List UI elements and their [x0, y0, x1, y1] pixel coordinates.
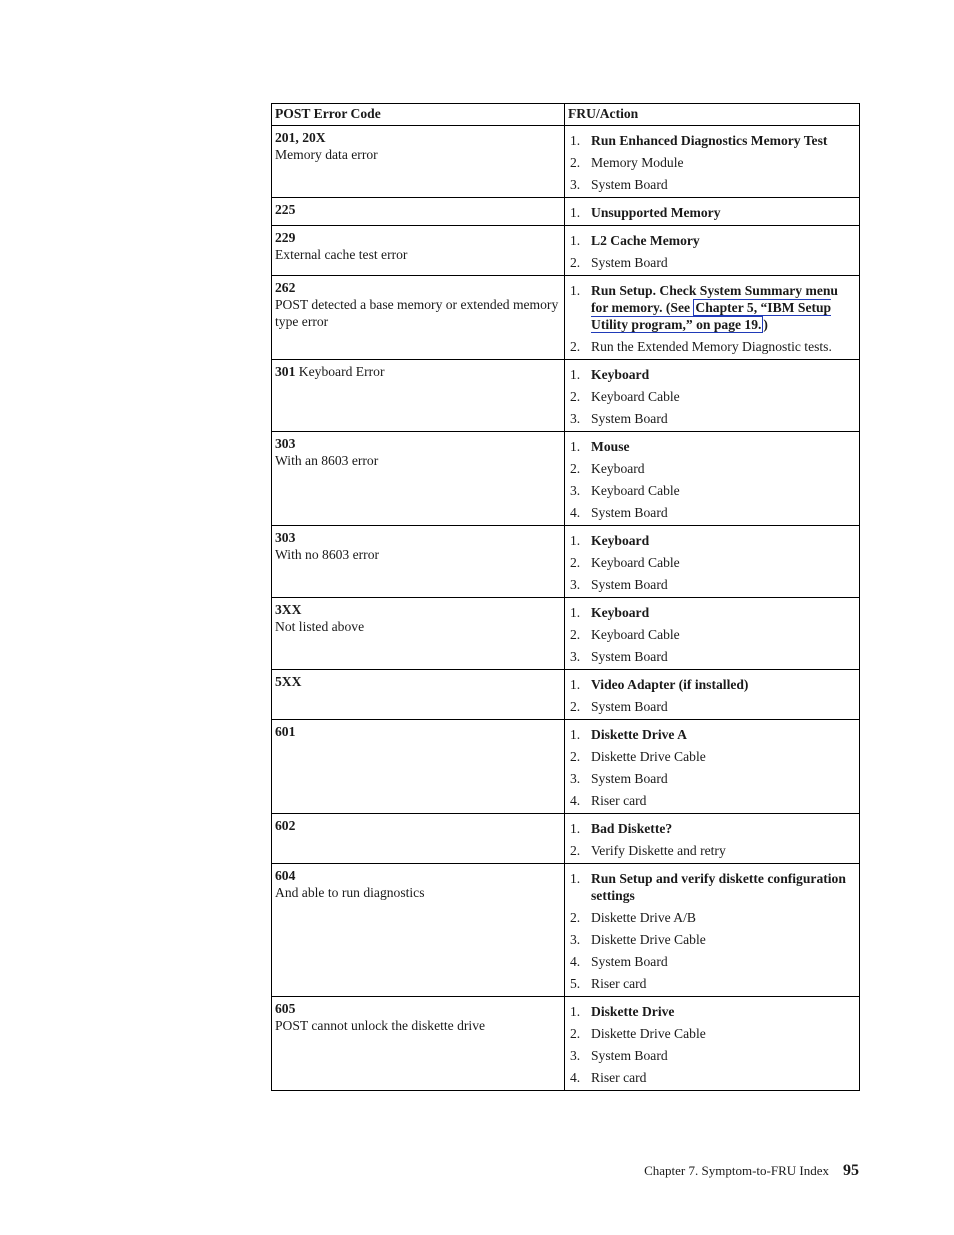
error-code-cell: [272, 432, 565, 526]
column-header-code: POST Error Code: [272, 104, 565, 126]
action-text: System Board: [591, 505, 668, 520]
action-list: [568, 366, 856, 427]
error-code: 3XX: [275, 602, 302, 617]
action-item: [568, 1069, 856, 1086]
action-text: System Board: [591, 649, 668, 664]
action-text: Diskette Drive: [591, 1004, 675, 1019]
table-row: [272, 997, 860, 1091]
action-text: Keyboard Cable: [591, 483, 680, 498]
action-text: Keyboard: [591, 533, 650, 548]
action-text: Keyboard Cable: [591, 627, 680, 642]
error-description: POST cannot unlock the diskette drive: [275, 1018, 486, 1033]
action-text: System Board: [591, 699, 668, 714]
action-number: 1.: [570, 1004, 581, 1019]
action-list: [568, 282, 856, 355]
action-list: [568, 232, 856, 271]
action-item: [568, 366, 856, 383]
action-item: [568, 338, 856, 355]
action-number: 1.: [570, 677, 581, 692]
action-number: 2.: [570, 155, 581, 170]
action-number: 2.: [570, 627, 581, 642]
action-number: 5.: [570, 976, 581, 991]
action-number: 2.: [570, 389, 581, 404]
action-item: [568, 676, 856, 693]
action-item: [568, 232, 856, 249]
error-code: 303: [275, 530, 296, 545]
fru-action-cell: [565, 720, 860, 814]
error-code-cell: [272, 276, 565, 360]
action-number: 3.: [570, 771, 581, 786]
action-item: [568, 931, 856, 948]
table-row: [272, 598, 860, 670]
cross-reference-link[interactable]: Chapter 5, “IBM Setup Utility program,” on page 19.: [591, 300, 832, 332]
action-item: [568, 438, 856, 455]
action-item: [568, 953, 856, 970]
error-code-cell: [272, 598, 565, 670]
error-description: POST detected a base memory or extended memory type error: [275, 297, 559, 329]
action-item: [568, 460, 856, 477]
error-code: 604: [275, 868, 296, 883]
error-code: 5XX: [275, 674, 302, 689]
action-text: System Board: [591, 411, 668, 426]
action-list: [568, 726, 856, 809]
action-item: [568, 820, 856, 837]
table-row: [272, 198, 860, 226]
action-list: [568, 870, 856, 992]
action-number: 3.: [570, 932, 581, 947]
action-text: Bad Diskette?: [591, 821, 673, 836]
column-header-action: FRU/Action: [565, 104, 860, 126]
fru-action-cell: [565, 814, 860, 864]
table-body: [272, 126, 860, 1091]
action-text: Diskette Drive Cable: [591, 1026, 706, 1041]
error-code-cell: [272, 814, 565, 864]
action-item: [568, 204, 856, 221]
action-number: 1.: [570, 205, 581, 220]
action-item: [568, 482, 856, 499]
action-number: 4.: [570, 793, 581, 808]
action-number: 2.: [570, 910, 581, 925]
action-number: 3.: [570, 1048, 581, 1063]
error-code-cell: [272, 864, 565, 997]
error-code-cell: [272, 670, 565, 720]
error-description: External cache test error: [275, 247, 408, 262]
fru-action-cell: [565, 997, 860, 1091]
action-item: [568, 770, 856, 787]
fru-action-cell: [565, 670, 860, 720]
action-item: [568, 626, 856, 643]
action-text: Mouse: [591, 439, 630, 454]
action-number: 1.: [570, 283, 581, 298]
action-item: [568, 648, 856, 665]
action-text: System Board: [591, 577, 668, 592]
error-code-cell: [272, 360, 565, 432]
action-number: 4.: [570, 954, 581, 969]
error-code: 201, 20X: [275, 130, 326, 145]
action-list: [568, 204, 856, 221]
action-text: Keyboard Cable: [591, 389, 680, 404]
table-row: [272, 360, 860, 432]
error-code-cell: [272, 226, 565, 276]
error-description: Keyboard Error: [298, 364, 385, 379]
action-item: [568, 870, 856, 904]
action-number: 1.: [570, 367, 581, 382]
action-number: 1.: [570, 533, 581, 548]
action-item: [568, 748, 856, 765]
action-text: Keyboard: [591, 367, 650, 382]
fru-action-cell: [565, 526, 860, 598]
fru-action-cell: [565, 126, 860, 198]
action-number: 1.: [570, 821, 581, 836]
action-list: [568, 532, 856, 593]
action-number: 3.: [570, 411, 581, 426]
action-text: Riser card: [591, 976, 647, 991]
table-row: [272, 814, 860, 864]
action-text: Verify Diskette and retry: [591, 843, 726, 858]
action-number: 3.: [570, 483, 581, 498]
fru-action-cell: [565, 864, 860, 997]
action-number: 4.: [570, 505, 581, 520]
error-code: 303: [275, 436, 296, 451]
action-number: 2.: [570, 461, 581, 476]
fru-action-cell: [565, 360, 860, 432]
action-number: 1.: [570, 605, 581, 620]
action-number: 2.: [570, 1026, 581, 1041]
action-number: 1.: [570, 233, 581, 248]
action-item: [568, 909, 856, 926]
action-number: 3.: [570, 649, 581, 664]
action-text: Run Enhanced Diagnostics Memory Test: [591, 133, 828, 148]
action-number: 1.: [570, 727, 581, 742]
action-item: [568, 176, 856, 193]
error-code: 602: [275, 818, 296, 833]
action-item: [568, 254, 856, 271]
action-list: [568, 132, 856, 193]
action-item: [568, 842, 856, 859]
action-text: Diskette Drive A/B: [591, 910, 696, 925]
action-item: [568, 1025, 856, 1042]
action-item: [568, 726, 856, 743]
error-code-cell: [272, 720, 565, 814]
error-description: With no 8603 error: [275, 547, 380, 562]
fru-action-cell: [565, 226, 860, 276]
action-text: Unsupported Memory: [591, 205, 721, 220]
action-text: Run the Extended Memory Diagnostic tests.: [591, 339, 832, 354]
action-item: [568, 604, 856, 621]
action-text: System Board: [591, 1048, 668, 1063]
action-item: [568, 154, 856, 171]
error-code: 301: [275, 364, 296, 379]
error-code: 601: [275, 724, 296, 739]
error-code-cell: [272, 526, 565, 598]
action-text: Diskette Drive Cable: [591, 749, 706, 764]
action-text: Riser card: [591, 793, 647, 808]
fru-action-cell: [565, 598, 860, 670]
action-item: [568, 410, 856, 427]
action-list: [568, 676, 856, 715]
error-description: Not listed above: [275, 619, 365, 634]
action-list: [568, 604, 856, 665]
action-list: [568, 438, 856, 521]
action-text: Riser card: [591, 1070, 647, 1085]
table-header-row: [272, 104, 860, 126]
error-description: And able to run diagnostics: [275, 885, 425, 900]
action-text: Keyboard: [591, 605, 650, 620]
action-number: 1.: [570, 871, 581, 886]
action-number: 2.: [570, 749, 581, 764]
action-text: Keyboard: [591, 461, 645, 476]
action-item: [568, 792, 856, 809]
page-number: 95: [843, 1162, 859, 1179]
action-number: 2.: [570, 699, 581, 714]
action-text: L2 Cache Memory: [591, 233, 700, 248]
action-number: 4.: [570, 1070, 581, 1085]
table-row: [272, 226, 860, 276]
action-item: [568, 504, 856, 521]
action-text: Run Setup. Check System Summary menu for memory. (See: [591, 283, 838, 315]
action-item: [568, 388, 856, 405]
table-row: [272, 432, 860, 526]
action-text: System Board: [591, 177, 668, 192]
action-list: [568, 820, 856, 859]
action-number: 2.: [570, 843, 581, 858]
action-number: 3.: [570, 577, 581, 592]
action-text: Memory Module: [591, 155, 684, 170]
error-code: 262: [275, 280, 296, 295]
action-number: 1.: [570, 133, 581, 148]
action-text: Diskette Drive Cable: [591, 932, 706, 947]
action-item: [568, 576, 856, 593]
fru-action-cell: [565, 198, 860, 226]
action-text: Run Setup and verify diskette configuration settings: [591, 871, 846, 903]
table-row: [272, 670, 860, 720]
action-text-suffix: ): [763, 317, 768, 332]
error-code-cell: [272, 997, 565, 1091]
table-row: [272, 526, 860, 598]
table-row: [272, 276, 860, 360]
fru-action-cell: [565, 276, 860, 360]
fru-action-cell: [565, 432, 860, 526]
error-code: 229: [275, 230, 296, 245]
action-number: 3.: [570, 177, 581, 192]
action-number: 2.: [570, 339, 581, 354]
action-item: [568, 132, 856, 149]
footer-chapter-title: Chapter 7. Symptom-to-FRU Index: [644, 1163, 829, 1178]
action-number: 2.: [570, 255, 581, 270]
table-row: [272, 126, 860, 198]
action-number: 2.: [570, 555, 581, 570]
error-code: 225: [275, 202, 296, 217]
table-row: [272, 864, 860, 997]
action-text: Video Adapter (if installed): [591, 677, 749, 692]
error-description: Memory data error: [275, 147, 378, 162]
action-item: [568, 1047, 856, 1064]
action-item: [568, 532, 856, 549]
action-text: System Board: [591, 255, 668, 270]
action-item: [568, 975, 856, 992]
action-item: [568, 698, 856, 715]
action-number: 1.: [570, 439, 581, 454]
action-text: Keyboard Cable: [591, 555, 680, 570]
action-text: System Board: [591, 954, 668, 969]
error-description: With an 8603 error: [275, 453, 379, 468]
post-error-table: [271, 103, 860, 1091]
table-row: [272, 720, 860, 814]
error-code-cell: [272, 198, 565, 226]
action-item: [568, 1003, 856, 1020]
action-item: [568, 282, 856, 333]
action-list: [568, 1003, 856, 1086]
error-code-cell: [272, 126, 565, 198]
error-code: 605: [275, 1001, 296, 1016]
action-text: System Board: [591, 771, 668, 786]
page-footer: [644, 1162, 859, 1180]
action-text: Diskette Drive A: [591, 727, 687, 742]
action-item: [568, 554, 856, 571]
